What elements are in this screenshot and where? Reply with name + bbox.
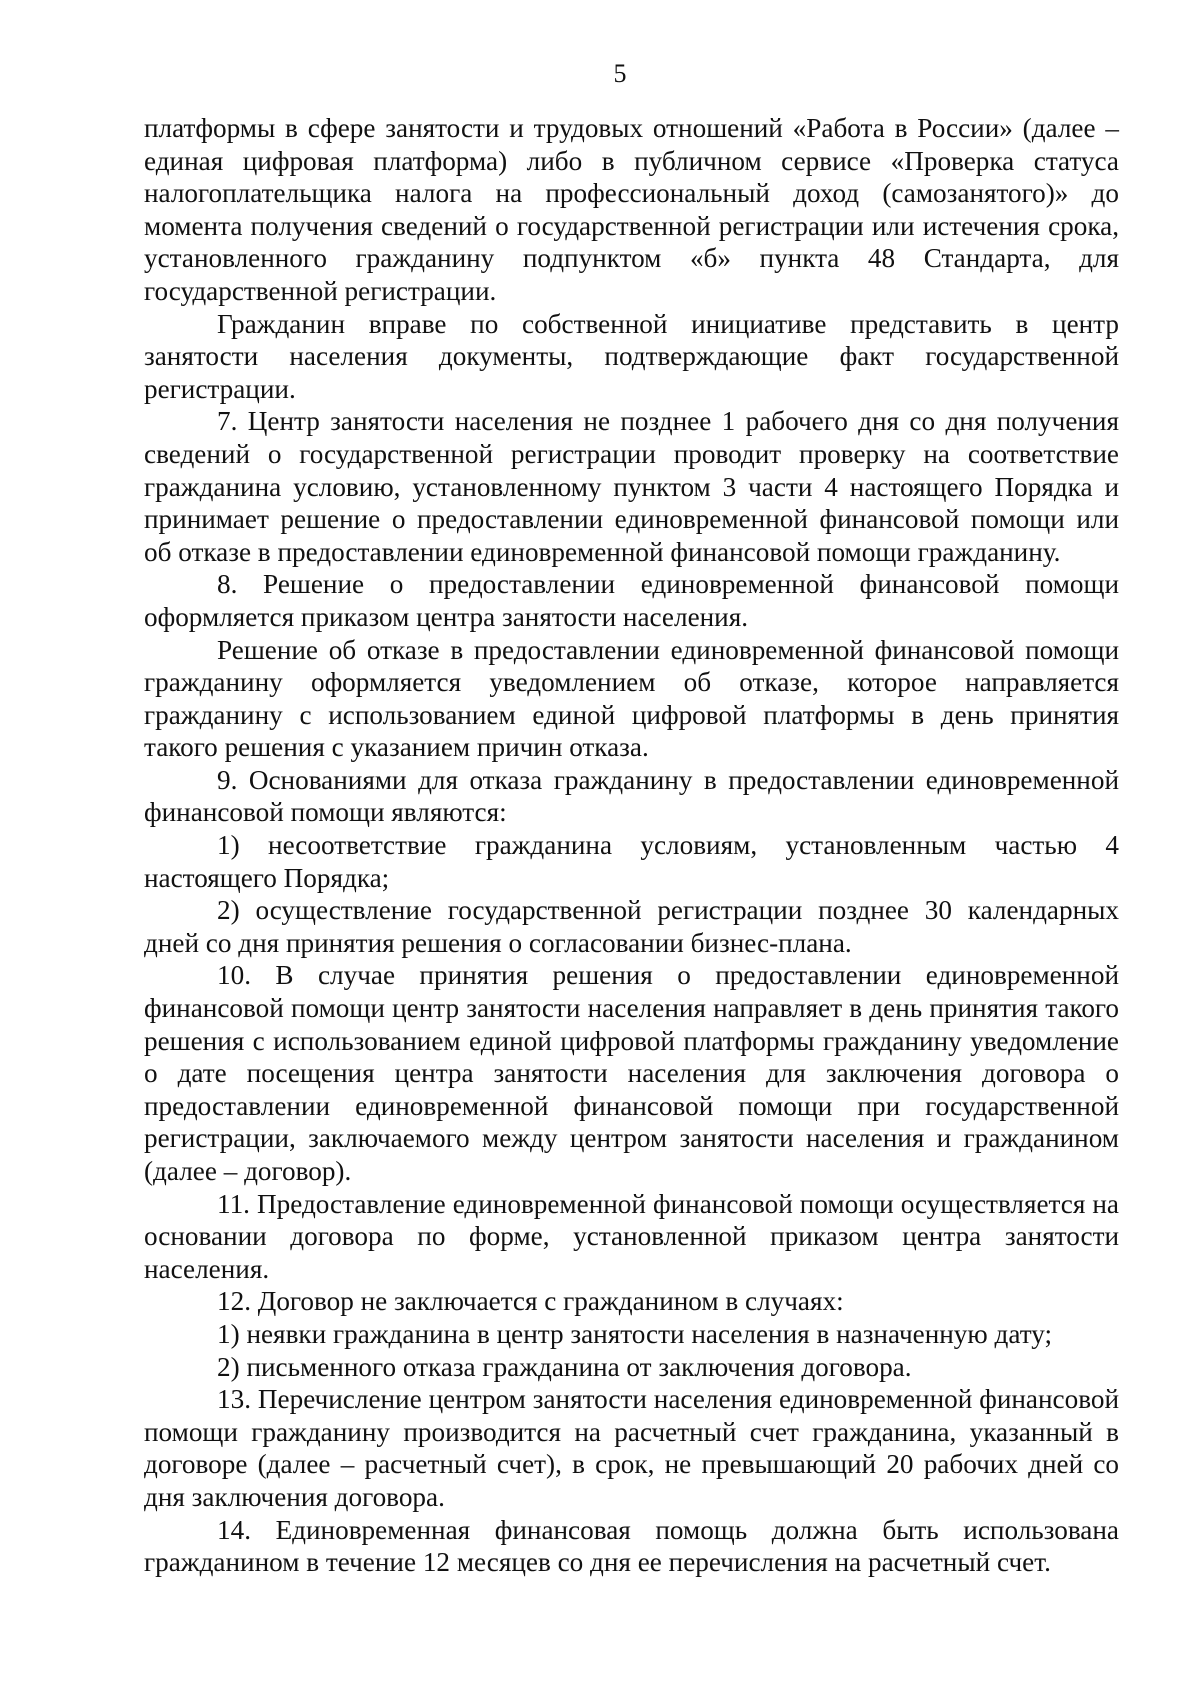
list-item: 2) письменного отказа гражданина от заключения договора. [217,1351,912,1382]
list-item: 1) несоответствие гражданина условиям, установленным частью 4 настоящего Порядка; [144,830,1119,893]
paragraph: 7. Центр занятости населения не позднее 1 рабочего дня со дня получения сведений о государственной регистрации проводит проверку на соответствие гражданина условию, установленному пунктом 3 части 4 настоящего Порядка и принимает решение о предоставлении единовременной финансовой помощи или об отказе в предоставлении единовременной финансовой помощи гражданину. [144,406,1119,567]
page-number: 5 [613,59,627,88]
paragraph: 9. Основаниями для отказа гражданину в предоставлении единовременной финансовой помощи являются: [144,764,1119,828]
paragraph: платформы в сфере занятости и трудовых отношений «Работа в России» (далее – единая цифровая платформа) либо в публичном сервисе «Проверка статуса налогоплательщика налога на профессиональный доход (самозанятого)» до момента получения сведений о государственной регистрации или истечения срока, установленного гражданину подпунктом «б» пункта 48 Стандарта, для государственной регистрации. [144,113,1119,306]
paragraph: 11. Предоставление единовременной финансовой помощи осуществляется на основании договора по форме, установленной приказом центра занятости населения. [144,1188,1119,1284]
paragraph: 13. Перечисление центром занятости населения единовременной финансовой помощи гражданину производится на расчетный счет гражданина, указанный в договоре (далее – расчетный счет), в срок, не превышающий 20 рабочих дней со дня заключения договора. [144,1384,1119,1512]
paragraph: 8. Решение о предоставлении единовременной финансовой помощи оформляется приказом центра занятости населения. [144,569,1119,632]
paragraph: 14. Единовременная финансовая помощь должна быть использована гражданином в течение 12 месяцев со дня ее перечисления на расчетный счет. [144,1514,1119,1578]
document-body [144,112,1119,1579]
list-item: 2) осуществление государственной регистрации позднее 30 календарных дней со дня принятия решения о согласовании бизнес-плана. [144,895,1119,958]
paragraph: Гражданин вправе по собственной инициативе представить в центр занятости населения документы, подтверждающие факт государственной регистрации. [144,308,1119,404]
list-item: 1) неявки гражданина в центр занятости населения в назначенную дату; [217,1318,1053,1349]
paragraph: Решение об отказе в предоставлении единовременной финансовой помощи гражданину оформляется уведомлением об отказе, которое направляется гражданину с использованием единой цифровой платформы в день принятия такого решения с указанием причин отказа. [144,634,1119,763]
paragraph: 12. Договор не заключается с гражданином в случаях: [217,1286,844,1317]
paragraph: 10. В случае принятия решения о предоставлении единовременной финансовой помощи центр занятости населения направляет в день принятия такого решения с использованием единой цифровой платформы гражданину уведомление о дате посещения центра занятости населения для заключения договора о предоставлении единовременной финансовой помощи при государственной регистрации, заключаемого между центром занятости населения и гражданином (далее – договор). [144,960,1119,1186]
